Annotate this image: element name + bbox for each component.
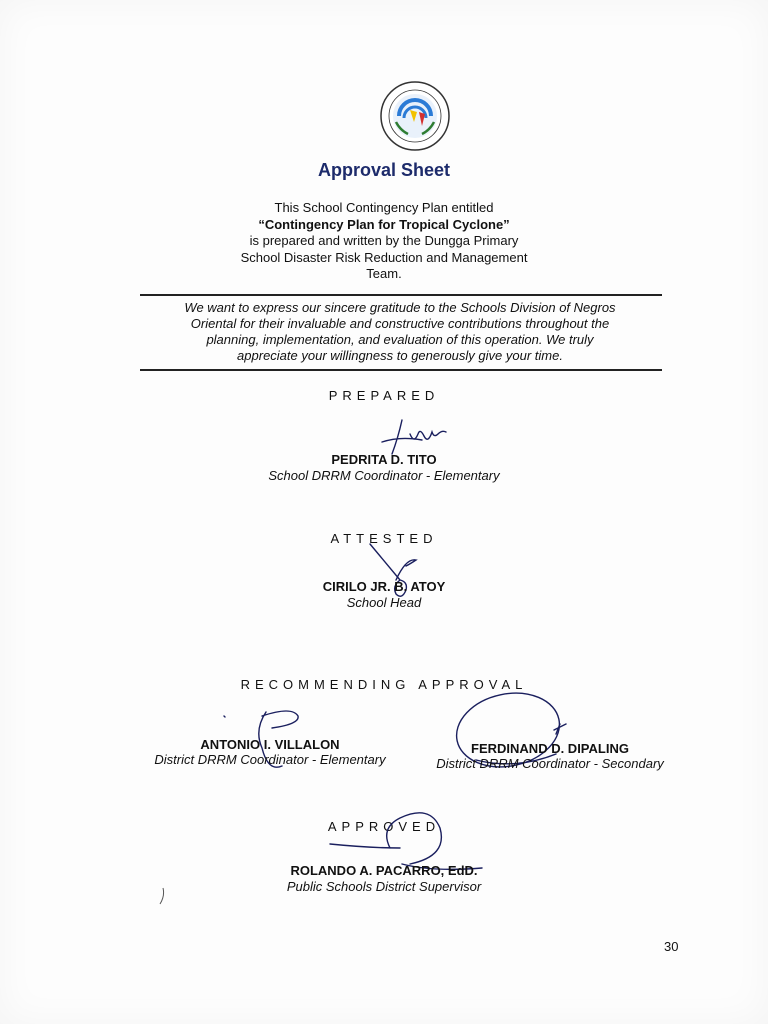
- prepared-role: School DRRM Coordinator - Elementary: [268, 468, 500, 483]
- recommending-right-role: District DRRM Coordinator - Secondary: [436, 756, 664, 771]
- deped-seal-logo: [379, 80, 451, 152]
- recommending-left-signatory: [140, 737, 400, 767]
- intro-line: School Disaster Risk Reduction and Management: [240, 249, 528, 265]
- prepared-heading: PREPARED: [328, 388, 440, 403]
- attested-name: CIRILO JR. B. ATOY: [322, 579, 446, 594]
- gratitude-line: We want to express our sincere gratitude to the Schools Division of Negros: [184, 300, 616, 315]
- divider-top: [140, 294, 662, 296]
- recommending-left-name: ANTONIO I. VILLALON: [200, 737, 340, 752]
- recommending-right-signatory: [410, 741, 690, 771]
- intro-paragraph: [0, 200, 768, 283]
- intro-line: Team.: [366, 266, 402, 281]
- page-title: Approval Sheet: [317, 160, 451, 180]
- stray-mark: [157, 886, 167, 906]
- recommending-right-name: FERDINAND D. DIPALING: [471, 741, 629, 756]
- prepared-name: PEDRITA D. TITO: [331, 452, 437, 467]
- gratitude-line: planning, implementation, and evaluation of this operation. We truly: [206, 332, 594, 347]
- attested-role: School Head: [346, 595, 422, 610]
- approved-heading: APPROVED: [327, 819, 441, 834]
- gratitude-paragraph: [150, 300, 650, 364]
- recommending-heading: RECOMMENDING APPROVAL: [240, 677, 528, 692]
- intro-line: is prepared and written by the Dungga Primary: [249, 233, 519, 248]
- attested-heading: ATTESTED: [330, 531, 438, 546]
- approved-role: Public Schools District Supervisor: [286, 879, 482, 894]
- intro-line: This School Contingency Plan entitled: [274, 200, 494, 215]
- gratitude-line: appreciate your willingness to generously give your time.: [237, 348, 563, 363]
- divider-bottom: [140, 369, 662, 371]
- approved-name: ROLANDO A. PACARRO, EdD.: [290, 863, 478, 878]
- gratitude-line: Oriental for their invaluable and constructive contributions throughout the: [190, 316, 610, 331]
- plan-title: “Contingency Plan for Tropical Cyclone”: [258, 216, 510, 232]
- recommending-left-role: District DRRM Coordinator - Elementary: [154, 752, 386, 767]
- page-number: 30: [664, 939, 679, 954]
